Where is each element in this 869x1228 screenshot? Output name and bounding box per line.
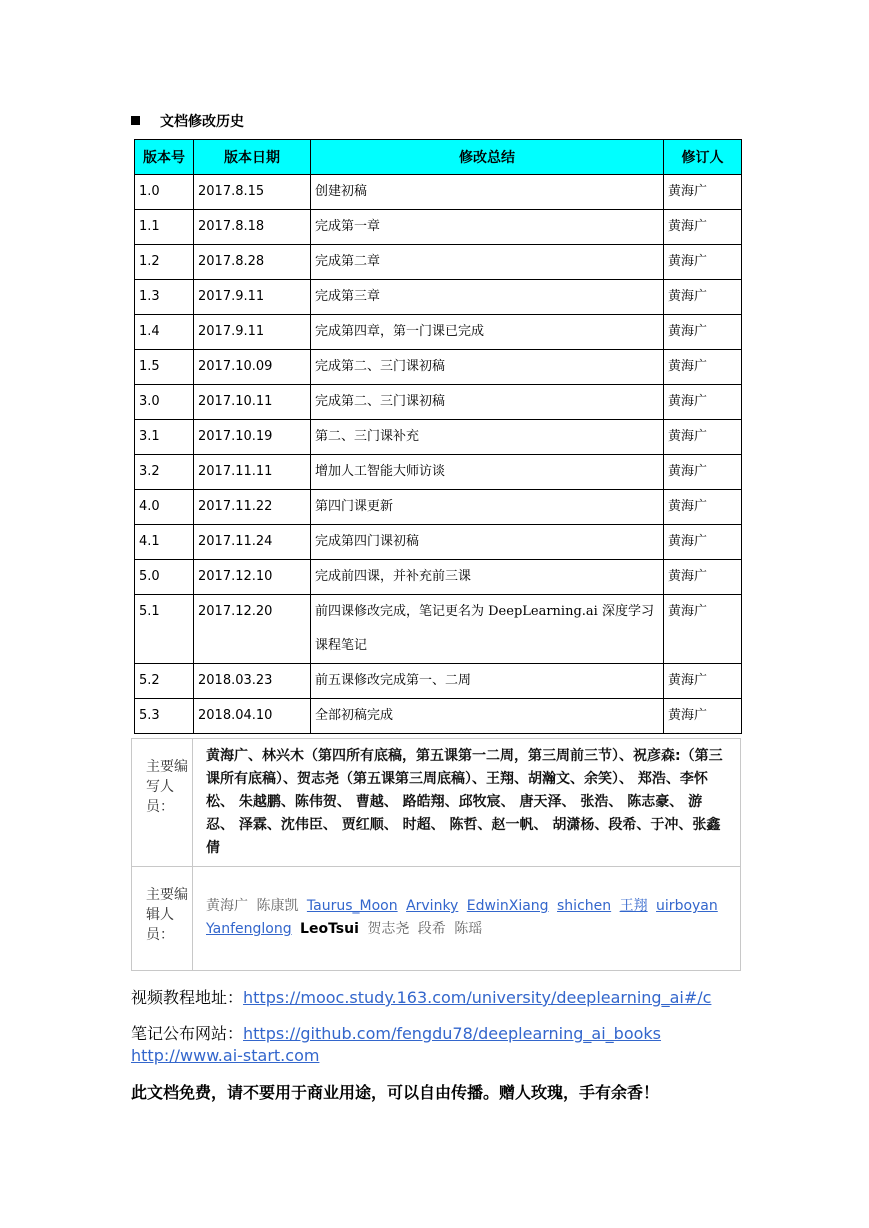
staff-table <box>131 738 741 971</box>
square-bullet-icon <box>131 116 140 125</box>
version-cell: 4.1 <box>135 525 194 560</box>
date-cell: 2018.03.23 <box>194 664 311 699</box>
version-cell: 1.1 <box>135 210 194 245</box>
summary-cell: 第四门课更新 <box>311 490 664 525</box>
table-row <box>135 525 742 560</box>
table-row <box>135 455 742 490</box>
version-cell: 5.2 <box>135 664 194 699</box>
editor-name[interactable]: 王翔 <box>619 898 648 914</box>
date-cell: 2018.04.10 <box>194 699 311 734</box>
summary-cell: 完成第三章 <box>311 280 664 315</box>
version-cell: 1.3 <box>135 280 194 315</box>
editor-name: 贺志尧 <box>367 921 410 937</box>
video-url-link[interactable]: https://mooc.study.163.com/university/deeplearning_ai#/c <box>243 988 712 1007</box>
editor-name[interactable]: uirboyan <box>656 898 718 914</box>
notes-label: 笔记公布网站： <box>131 1024 244 1043</box>
summary-cell: 完成第二、三门课初稿 <box>311 350 664 385</box>
notes-link-line <box>131 1023 661 1045</box>
date-cell: 2017.10.11 <box>194 385 311 420</box>
table-row <box>135 490 742 525</box>
summary-cell: 增加人工智能大师访谈 <box>311 455 664 490</box>
writers-label: 主要编写人员： <box>132 739 193 867</box>
version-cell: 5.0 <box>135 560 194 595</box>
table-row <box>135 385 742 420</box>
summary-cell: 全部初稿完成 <box>311 699 664 734</box>
version-cell: 3.1 <box>135 420 194 455</box>
reviser-cell: 黄海广 <box>664 315 742 350</box>
reviser-cell: 黄海广 <box>664 664 742 699</box>
video-label: 视频教程地址： <box>131 988 244 1007</box>
editors-list <box>206 873 730 941</box>
date-cell: 2017.11.11 <box>194 455 311 490</box>
summary-cell: 完成第二、三门课初稿 <box>311 385 664 420</box>
site-link-line <box>131 1045 319 1067</box>
version-cell: 5.1 <box>135 595 194 664</box>
column-header-summary: 修改总结 <box>311 140 664 175</box>
summary-cell: 前四课修改完成，笔记更名为 DeepLearning.ai 深度学习课程笔记 <box>311 595 664 664</box>
date-cell: 2017.10.19 <box>194 420 311 455</box>
video-link-line <box>131 987 711 1009</box>
version-cell: 3.2 <box>135 455 194 490</box>
editors-cell <box>193 867 741 971</box>
version-cell: 1.4 <box>135 315 194 350</box>
table-row <box>135 560 742 595</box>
table-row <box>135 280 742 315</box>
editor-name: 段希 <box>417 921 446 937</box>
page-title-text: 文档修改历史 <box>160 114 244 130</box>
reviser-cell: 黄海广 <box>664 280 742 315</box>
editors-row <box>132 867 741 971</box>
column-header-version: 版本号 <box>135 140 194 175</box>
reviser-cell: 黄海广 <box>664 350 742 385</box>
date-cell: 2017.8.28 <box>194 245 311 280</box>
version-cell: 4.0 <box>135 490 194 525</box>
revision-history-table <box>134 139 742 734</box>
reviser-cell: 黄海广 <box>664 175 742 210</box>
date-cell: 2017.11.24 <box>194 525 311 560</box>
summary-cell: 前五课修改完成第一、二周 <box>311 664 664 699</box>
table-row <box>135 699 742 734</box>
reviser-cell: 黄海广 <box>664 490 742 525</box>
date-cell: 2017.11.22 <box>194 490 311 525</box>
reviser-cell: 黄海广 <box>664 245 742 280</box>
editor-name[interactable]: Taurus_Moon <box>306 898 398 914</box>
reviser-cell: 黄海广 <box>664 385 742 420</box>
summary-cell: 完成前四课，并补充前三课 <box>311 560 664 595</box>
reviser-cell: 黄海广 <box>664 595 742 664</box>
date-cell: 2017.9.11 <box>194 315 311 350</box>
editor-name[interactable]: EdwinXiang <box>466 898 549 914</box>
page-title <box>131 112 244 132</box>
date-cell: 2017.8.15 <box>194 175 311 210</box>
writers-row <box>132 739 741 867</box>
editor-name[interactable]: Yanfenglong <box>206 921 292 937</box>
table-row <box>135 420 742 455</box>
notes-url-link[interactable]: https://github.com/fengdu78/deeplearning_ai_books <box>243 1024 662 1043</box>
site-url-link[interactable]: http://www.ai-start.com <box>131 1046 320 1065</box>
column-header-reviser: 修订人 <box>664 140 742 175</box>
summary-cell: 完成第二章 <box>311 245 664 280</box>
date-cell: 2017.12.20 <box>194 595 311 664</box>
date-cell: 2017.10.09 <box>194 350 311 385</box>
editor-name[interactable]: Arvinky <box>406 898 459 914</box>
editors-label: 主要编辑人员： <box>132 867 193 971</box>
table-row <box>135 350 742 385</box>
writers-list: 黄海广、林兴木（第四所有底稿，第五课第一二周，第三周前三节）、祝彦森:（第三课所有底稿）、贺志尧（第五课第三周底稿）、王翔、胡瀚文、余笑）、 郑浩、李怀松、 朱越鹏、陈伟贺、 曹越、 路皓翔、邱牧宸、 唐天泽、 张浩、 陈志豪、 游忍、 泽霖、沈伟臣、 贾红顺、 时超、 陈哲、赵一帆、 胡潇杨、段希、于冲、张鑫倩 <box>206 748 723 856</box>
editor-name[interactable]: shichen <box>557 898 612 914</box>
revision-history-body <box>135 175 742 734</box>
version-cell: 5.3 <box>135 699 194 734</box>
summary-cell: 完成第四章，第一门课已完成 <box>311 315 664 350</box>
reviser-cell: 黄海广 <box>664 560 742 595</box>
date-cell: 2017.12.10 <box>194 560 311 595</box>
summary-cell: 完成第一章 <box>311 210 664 245</box>
date-cell: 2017.9.11 <box>194 280 311 315</box>
date-cell: 2017.8.18 <box>194 210 311 245</box>
table-row <box>135 245 742 280</box>
table-row <box>135 210 742 245</box>
table-row <box>135 595 742 664</box>
reviser-cell: 黄海广 <box>664 455 742 490</box>
editor-name: LeoTsui <box>300 921 359 937</box>
table-header-row <box>135 140 742 175</box>
reviser-cell: 黄海广 <box>664 210 742 245</box>
table-row <box>135 664 742 699</box>
reviser-cell: 黄海广 <box>664 699 742 734</box>
reviser-cell: 黄海广 <box>664 420 742 455</box>
editor-name: 陈康凯 <box>256 898 299 914</box>
table-row <box>135 315 742 350</box>
version-cell: 3.0 <box>135 385 194 420</box>
reviser-cell: 黄海广 <box>664 525 742 560</box>
column-header-date: 版本日期 <box>194 140 311 175</box>
version-cell: 1.5 <box>135 350 194 385</box>
editor-name: 黄海广 <box>206 898 248 914</box>
editor-name: 陈瑶 <box>454 921 483 937</box>
summary-cell: 第二、三门课补充 <box>311 420 664 455</box>
writers-cell <box>193 739 741 867</box>
summary-cell: 创建初稿 <box>311 175 664 210</box>
version-cell: 1.0 <box>135 175 194 210</box>
footer-note: 此文档免费，请不要用于商业用途，可以自由传播。赠人玫瑰，手有余香！ <box>131 1083 660 1102</box>
summary-cell: 完成第四门课初稿 <box>311 525 664 560</box>
table-row <box>135 175 742 210</box>
version-cell: 1.2 <box>135 245 194 280</box>
